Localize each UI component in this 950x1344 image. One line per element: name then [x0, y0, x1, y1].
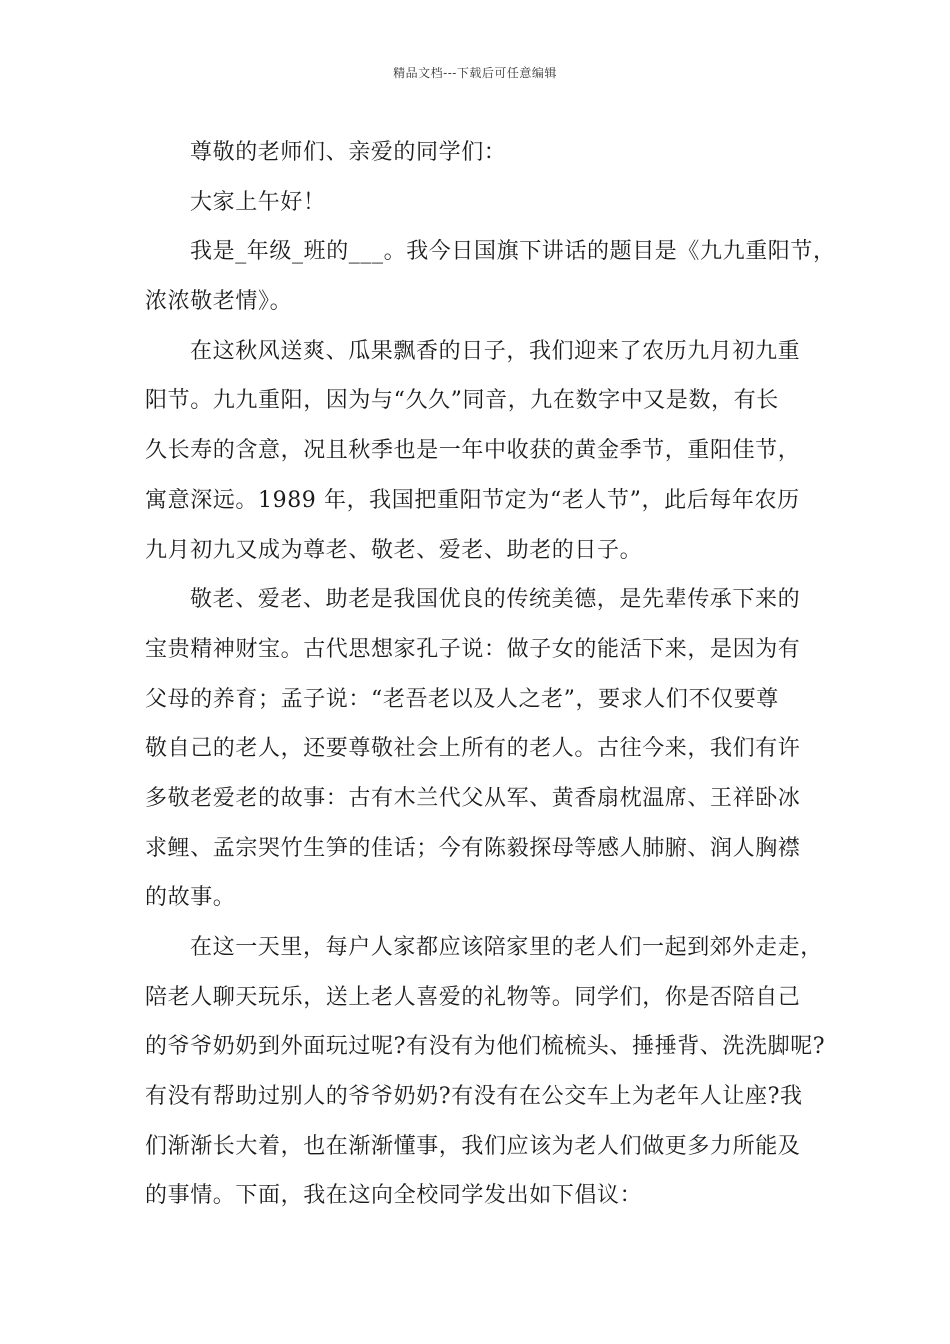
paragraph-line: 阳节。九九重阳，因为与“久久”同音，九在数字中又是数，有长 [145, 388, 779, 414]
paragraph-line: 敬老、爱老、助老是我国优良的传统美德，是先辈传承下来的 [190, 587, 801, 613]
salutation-line: 尊敬的老师们、亲爱的同学们： [190, 140, 507, 165]
paragraph-line: 宝贵精神财宝。古代思想家孔子说：做子女的能活下来，是因为有 [145, 636, 801, 662]
paragraph-line: 父母的养育；孟子说：“老吾老以及人之老”，要求人们不仅要尊 [145, 686, 779, 712]
paragraph-line: 有没有帮助过别人的爷爷奶奶?有没有在公交车上为老年人让座?我 [145, 1084, 803, 1110]
paragraph-line: 寓意深远。1989 年，我国把重阳节定为“老人节”，此后每年农历 [145, 487, 800, 513]
paragraph-line: 在这一天里，每户人家都应该陪家里的老人们一起到郊外走走， [190, 935, 823, 960]
paragraph-line: 久长寿的含意，况且秋季也是一年中收获的黄金季节，重阳佳节， [145, 438, 801, 464]
greeting-line: 大家上午好！ [190, 189, 326, 215]
paragraph-line: 求鲤、孟宗哭竹生笋的佳话；今有陈毅探母等感人肺腑、润人胸襟 [145, 835, 801, 861]
paragraph-line: 九月初九又成为尊老、敬老、爱老、助老的日子。 [145, 537, 643, 563]
paragraph-line: 在这秋风送爽、瓜果飘香的日子，我们迎来了农历九月初九重 [190, 338, 801, 364]
paragraph-line: 的事情。下面，我在这向全校同学发出如下倡议： [145, 1183, 643, 1209]
paragraph-line: 多敬老爱老的故事：古有木兰代父从军、黄香扇枕温席、王祥卧冰 [145, 785, 801, 811]
document-body [145, 128, 836, 1221]
paragraph-line: 浓浓敬老情》。 [145, 289, 293, 315]
paragraph-line: 陪老人聊天玩乐，送上老人喜爱的礼物等。同学们，你是否陪自己 [145, 984, 801, 1010]
paragraph-line: 们渐渐长大着，也在渐渐懂事，我们应该为老人们做更多力所能及 [145, 1133, 801, 1159]
page-header: 精品文档---下载后可任意编辑 [393, 66, 557, 80]
paragraph-line: 的故事。 [145, 885, 236, 911]
paragraph-line: 的爷爷奶奶到外面玩过呢?有没有为他们梳梳头、捶捶背、洗洗脚呢? [145, 1034, 826, 1060]
paragraph-line: 我是_年级_班的___。我今日国旗下讲话的题目是《九九重阳节， [190, 239, 836, 265]
paragraph-line: 敬自己的老人，还要尊敬社会上所有的老人。古往今来，我们有许 [145, 736, 801, 762]
